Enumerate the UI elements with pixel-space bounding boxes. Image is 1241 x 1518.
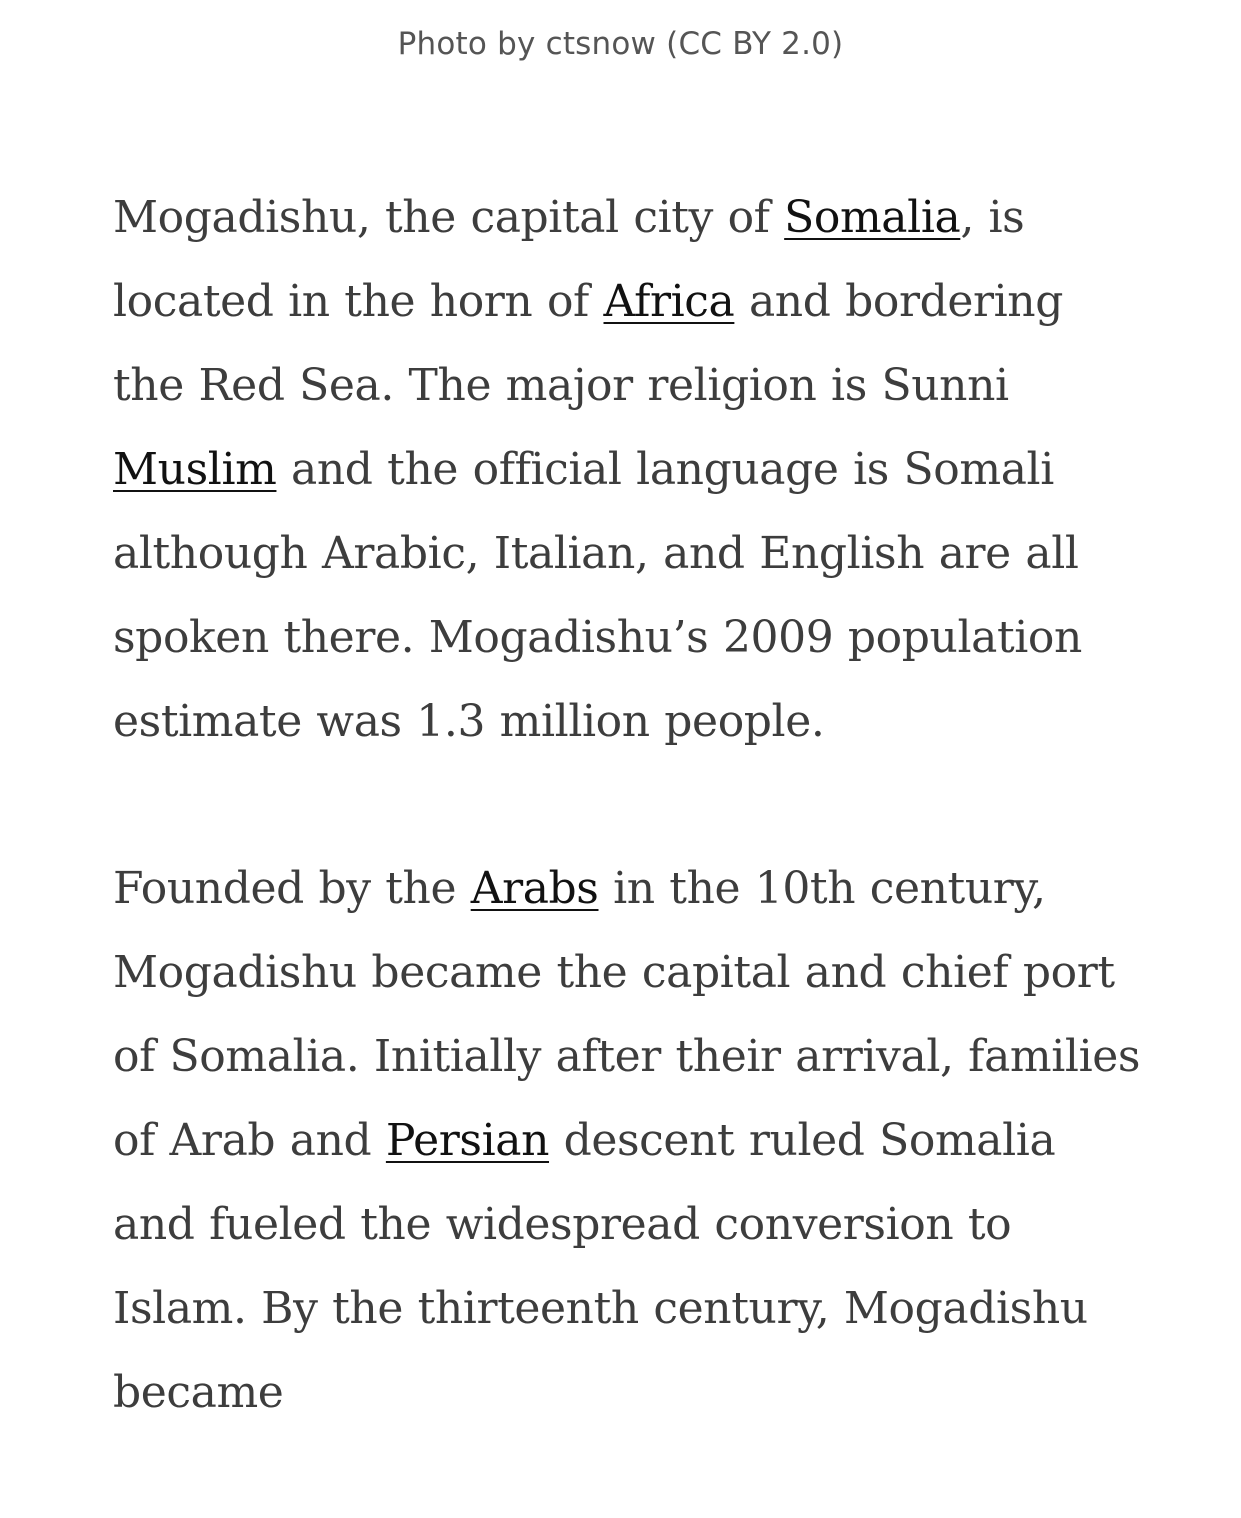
paragraph-text: Founded by the: [113, 863, 471, 914]
paragraph-text: in the 10th century, Mogadishu became the capital and chief port of Somalia. Initially after their arrival, families of Arab and: [113, 863, 1141, 1166]
paragraph-text: and bordering the Red Sea. The major religion is Sunni: [113, 276, 1063, 411]
link-muslim[interactable]: Muslim: [113, 444, 277, 495]
paragraph-text: Mogadishu, the capital city of: [113, 192, 785, 243]
paragraph-text: descent ruled Somalia and fueled the widespread conversion to Islam. By the thirteenth century, Mogadishu became: [113, 1115, 1088, 1418]
link-somalia[interactable]: Somalia: [784, 192, 961, 243]
paragraph-text: and the official language is Somali although Arabic, Italian, and English are all spoken there. Mogadishu’s 2009 population estimate was 1.3 million people.: [113, 444, 1082, 747]
link-arabs[interactable]: Arabs: [470, 863, 599, 914]
photo-credit-caption: Photo by ctsnow (CC BY 2.0): [397, 26, 844, 62]
paragraph-mogadishu-intro: [113, 176, 1143, 764]
paragraph-text: , is located in the horn of: [113, 192, 1025, 327]
link-persian[interactable]: Persian: [385, 1115, 550, 1166]
article-body: [113, 176, 1143, 1518]
link-africa[interactable]: Africa: [603, 276, 735, 327]
paragraph-mogadishu-history: [113, 847, 1143, 1435]
